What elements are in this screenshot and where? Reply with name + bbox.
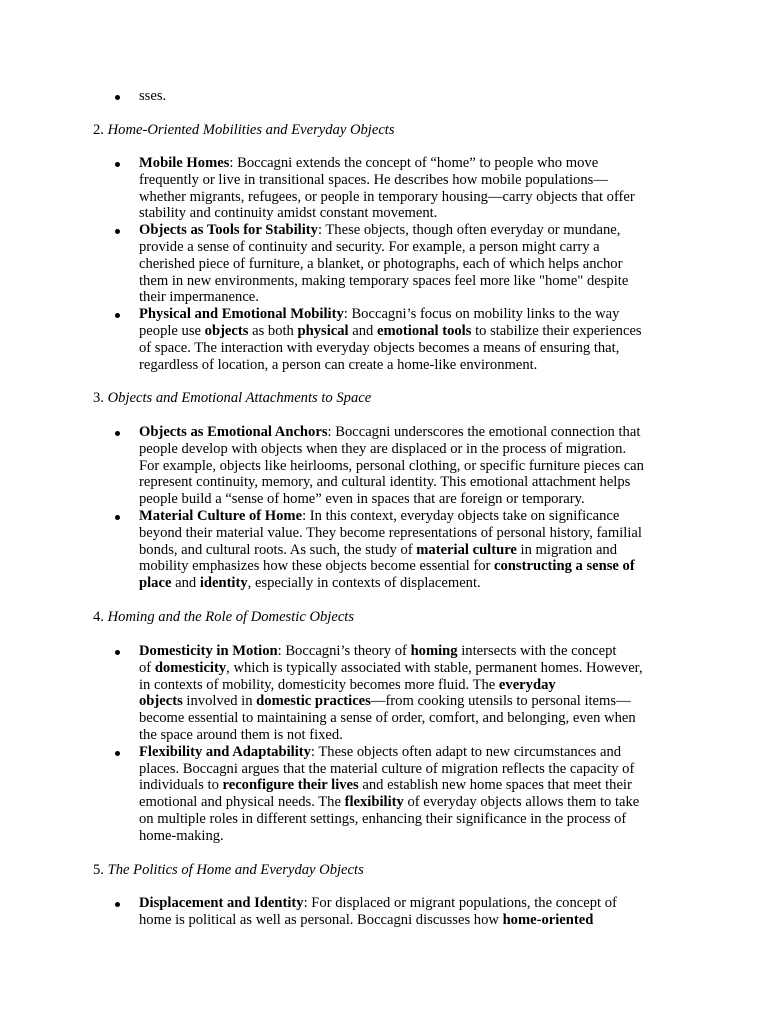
text-run: emotional and physical needs. The (139, 794, 345, 810)
text-run: : Boccagni’s focus on mobility links to the way (343, 306, 620, 322)
text-run: the space around them is not fixed. (139, 727, 343, 743)
bold-term: Displacement and Identity (139, 895, 304, 911)
list-item-line (139, 558, 768, 575)
bold-term: homing (410, 643, 458, 659)
section-heading (93, 862, 768, 879)
bullet-dot (115, 162, 120, 167)
text-run: : These objects often adapt to new circumstances and (310, 744, 622, 760)
text-run: and (171, 575, 200, 591)
text-run: provide a sense of continuity and security. For example, a person might carry a (139, 239, 600, 255)
bullet-dot (115, 902, 120, 907)
bold-term: material culture (416, 542, 517, 558)
list-item-line (139, 677, 768, 694)
list-item-line (139, 794, 768, 811)
list-item-line (139, 744, 768, 761)
text-run: beyond their material value. They become representations of personal history, familial (139, 525, 642, 541)
list-item-line (139, 340, 768, 357)
text-run: cherished piece of furniture, a blanket, or photographs, each of which helps anchor (139, 256, 623, 272)
list-item-line (139, 525, 768, 542)
text-run: bonds, and cultural roots. As such, the study of (139, 542, 417, 558)
bold-term: Objects as Tools for Stability (139, 222, 318, 238)
section-number: 2. (93, 122, 104, 138)
bold-term: Physical and Emotional Mobility (139, 306, 344, 322)
list-item-line (139, 542, 768, 559)
list-item-line (139, 727, 768, 744)
bullet-dot (115, 515, 120, 520)
section-title: The Politics of Home and Everyday Objects (107, 862, 364, 878)
list-item-line (139, 155, 768, 172)
bold-term: domesticity (154, 660, 227, 676)
text-run: them in new environments, making temporary spaces feel more like "home" despite (139, 273, 629, 289)
text-run: of (139, 660, 155, 676)
list-item-line (139, 256, 768, 273)
list-item-line (139, 222, 768, 239)
text-run: : These objects, though often everyday or mundane, (317, 222, 621, 238)
list-item-line (139, 357, 768, 374)
text-run: in contexts of mobility, domesticity becomes more fluid. The (139, 677, 499, 693)
text-run: to stabilize their experiences (471, 323, 642, 339)
list-item-line (139, 273, 768, 290)
section-number: 5. (93, 862, 104, 878)
list-item-line (139, 693, 768, 710)
text-run: people build a “sense of home” even in spaces that are foreign or temporary. (139, 491, 585, 507)
bold-term: reconfigure their lives (222, 777, 359, 793)
text-run: mobility emphasizes how these objects become essential for (139, 558, 495, 574)
text-run: : Boccagni’s theory of (277, 643, 411, 659)
text-run: home is political as well as personal. Boccagni discusses how (139, 912, 503, 928)
bold-term: place (139, 575, 172, 591)
text-run: : In this context, everyday objects take on significance (302, 508, 620, 524)
bullet-dot (115, 95, 120, 100)
section-title: Home-Oriented Mobilities and Everyday Objects (107, 122, 395, 138)
list-item-line (139, 189, 768, 206)
bold-term: identity (199, 575, 248, 591)
section-number: 3. (93, 390, 104, 406)
bold-term: emotional tools (376, 323, 472, 339)
text-run: frequently or live in transitional spaces. He describes how mobile populations— (139, 172, 608, 188)
list-item-line (139, 172, 768, 189)
list-item-line (139, 239, 768, 256)
bold-term: Flexibility and Adaptability (139, 744, 311, 760)
text-run: involved in (182, 693, 257, 709)
list-item-line (139, 424, 768, 441)
bullet-dot (115, 431, 120, 436)
bullet-dot (115, 229, 120, 234)
bold-term: Mobile Homes (139, 155, 230, 171)
text-run: : Boccagni underscores the emotional connection that (327, 424, 641, 440)
section-number: 4. (93, 609, 104, 625)
section-title: Homing and the Role of Domestic Objects (107, 609, 355, 625)
bold-term: Material Culture of Home (139, 508, 303, 524)
text-run: and (348, 323, 377, 339)
list-item-line (139, 912, 768, 929)
list-item-line (139, 441, 768, 458)
bold-term: home-oriented (502, 912, 594, 928)
list-item-line (139, 643, 768, 660)
list-item-line (139, 306, 768, 323)
text-run: : For displaced or migrant populations, the concept of (303, 895, 617, 911)
bullet-dot (115, 313, 120, 318)
list-item-line (139, 761, 768, 778)
text-run: , especially in contexts of displacement. (247, 575, 481, 591)
text-run: places. Boccagni argues that the material culture of migration reflects the capacity of (139, 761, 635, 777)
bold-term: flexibility (344, 794, 404, 810)
text-run: become essential to maintaining a sense of order, comfort, and belonging, even when (139, 710, 636, 726)
text-run: of everyday objects allows them to take (403, 794, 640, 810)
bold-term: domestic practices (256, 693, 371, 709)
text-run: as both (248, 323, 298, 339)
bullet-dot (115, 650, 120, 655)
list-item-line (139, 508, 768, 525)
text-run: For example, objects like heirlooms, personal clothing, or specific furniture pieces can (139, 458, 644, 474)
list-item-line (139, 491, 768, 508)
text-run: people use (139, 323, 205, 339)
section-heading (93, 609, 768, 626)
bold-term: objects (139, 693, 183, 709)
text-run: regardless of location, a person can create a home-like environment. (139, 357, 538, 373)
text-run: people develop with objects when they are displaced or in the process of migration. (139, 441, 627, 457)
list-item-line (139, 474, 768, 491)
text-run: on multiple roles in different settings, enhancing their significance in the process of (139, 811, 627, 827)
text-run: their impermanence. (139, 289, 259, 305)
section-heading (93, 122, 768, 139)
bullet-dot (115, 751, 120, 756)
list-item-line (139, 710, 768, 727)
text-run: whether migrants, refugees, or people in temporary housing—carry objects that offer (139, 189, 635, 205)
text-run: home-making. (139, 828, 224, 844)
text-run: —from cooking utensils to personal items— (370, 693, 631, 709)
bold-term: Domesticity in Motion (139, 643, 278, 659)
list-item-line (139, 458, 768, 475)
bold-term: physical (297, 323, 349, 339)
section-heading (93, 390, 768, 407)
text-run: represent continuity, memory, and cultural identity. This emotional attachment helps (139, 474, 631, 490)
list-item-line (139, 660, 768, 677)
list-item-line (139, 828, 768, 845)
text-run: in migration and (516, 542, 618, 558)
bold-term: Objects as Emotional Anchors (139, 424, 328, 440)
list-item-line (139, 777, 768, 794)
text-run: , which is typically associated with stable, permanent homes. However, (226, 660, 643, 676)
list-item-line (139, 811, 768, 828)
section-title: Objects and Emotional Attachments to Space (107, 390, 372, 406)
text-run: intersects with the concept (457, 643, 617, 659)
text-run: and establish new home spaces that meet their (358, 777, 632, 793)
list-item-line (139, 323, 768, 340)
list-item-line (139, 205, 768, 222)
list-item-fragment: sses. (139, 88, 167, 104)
text-run: of space. The interaction with everyday objects becomes a means of ensuring that, (139, 340, 620, 356)
text-run: : Boccagni extends the concept of “home” to people who move (229, 155, 599, 171)
list-item-line (139, 289, 768, 306)
bold-term: everyday (498, 677, 556, 693)
text-run: stability and continuity amidst constant movement. (139, 205, 438, 221)
list-item-line (139, 895, 768, 912)
list-item-line (139, 575, 768, 592)
bold-term: objects (204, 323, 249, 339)
text-run: individuals to (139, 777, 223, 793)
bold-term: constructing a sense of (494, 558, 635, 574)
